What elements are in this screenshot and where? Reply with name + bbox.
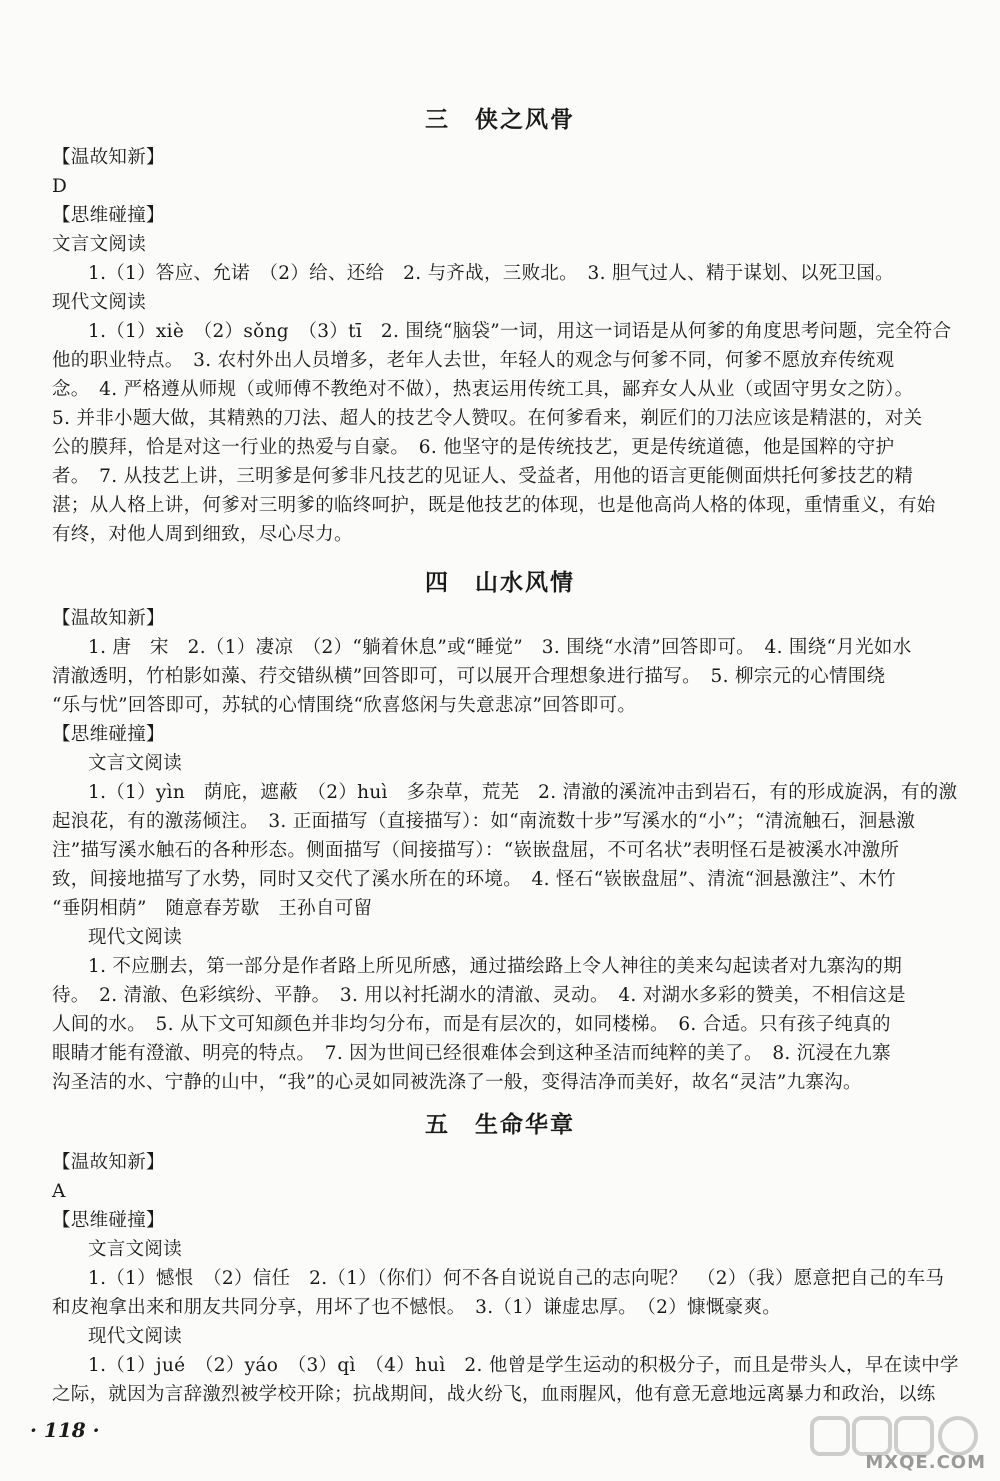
answer-line: 1.（1）憾恨 （2）信任 2.（1）（你们）何不各自说说自己的志向呢？ （2）（我）愿意把自己的车马 [88,1268,945,1289]
answer-line: A [52,1181,66,1202]
subheading: 文言文阅读 [88,753,183,774]
subheading: 现代文阅读 [88,927,183,948]
section-title: 五 生命华章 [425,1112,575,1138]
page-number: · 118 · [30,1418,100,1442]
answer-line: 念。 4. 严格遵从师规（或师傅不教绝对不做），热衷运用传统工具，鄙弃女人从业（或固守男女之防）。 [52,379,914,400]
answer-line: 和皮袍拿出来和朋友共同分享，用坏了也不憾恨。 3.（1）谦虚忠厚。 （2）慷慨豪爽。 [52,1297,782,1318]
answer-line: D [52,176,68,197]
heading-label: 【思维碰撞】 [52,724,165,745]
answer-line: 1.（1）xiè （2）sǒng （3）tī 2. 围绕“脑袋”一词，用这一词语是从何爹的角度思考问题，完全符合 [88,321,952,342]
answer-line: 5. 并非小题大做，其精熟的刀法、超人的技艺令人赞叹。在何爹看来，剃匠们的刀法应该是精湛的，对关 [52,408,923,429]
answer-line: 公的膜拜，恰是对这一行业的热爱与自豪。 6. 他坚守的是传统技艺，更是传统道德，他是国粹的守护 [52,437,895,458]
answer-line: 1.（1）yìn 荫庇，遮蔽 （2）huì 多杂草，荒芜 2. 清澈的溪流冲击到岩石，有的形成旋涡，有的激 [88,782,958,803]
answer-line: 人间的水。 5. 从下文可知颜色并非均匀分布，而是有层次的，如同楼梯。 6. 合适。只有孩子纯真的 [52,1014,891,1035]
answer-line: 之际，就因为言辞激烈被学校开除；抗战期间，战火纷飞，血雨腥风，他有意无意地远离暴力和政治，以练 [52,1384,936,1405]
section-title: 三 侠之风骨 [425,107,575,133]
answer-line: 有终，对他人周到细致，尽心尽力。 [52,524,353,545]
answer-line: 注”描写溪水触石的各种形态。侧面描写（间接描写）：“嵚嵌盘屈，不可名状”表明怪石是被溪水冲激所 [52,840,900,861]
answer-line: 待。 2. 清澈、色彩缤纷、平静。 3. 用以衬托湖水的清澈、灵动。 4. 对湖水多彩的赞美，不相信这是 [52,985,906,1006]
subheading: 文言文阅读 [88,1239,183,1260]
answer-line: 沟圣洁的水、宁静的山中，“我”的心灵如同被洗涤了一般，变得洁净而美好，故名“灵洁”九寨沟。 [52,1072,862,1093]
heading-label: 【思维碰撞】 [52,205,165,226]
answer-line: 清澈透明，竹柏影如藻、荇交错纵横”回答即可，可以展开合理想象进行描写。 5. 柳宗元的心情围绕 [52,666,886,687]
subheading: 文言文阅读 [52,234,147,255]
answer-line: 者。 7. 从技艺上讲，三明爹是何爹非凡技艺的见证人、受益者，用他的语言更能侧面烘托何爹技艺的精 [52,466,914,487]
heading-label: 【思维碰撞】 [52,1210,165,1231]
answer-line: 致，间接地描写了水势，同时又交代了溪水所在的环境。 4. 怪石“嵚嵌盘屈”、清流“洄悬激注”、木竹 [52,869,896,890]
heading-label: 【温故知新】 [52,147,165,168]
subheading: 现代文阅读 [88,1326,183,1347]
answer-line: 他的职业特点。 3. 农村外出人员增多，老年人去世，年轻人的观念与何爹不同，何爹不愿放弃传统观 [52,350,895,371]
heading-label: 【温故知新】 [52,1152,165,1173]
answer-line: 1.（1）jué （2）yáo （3）qì （4）huì 2. 他曾是学生运动的积极分子，而且是带头人，早在读中学 [88,1355,959,1376]
answer-line: 眼睛才能有澄澈、明亮的特点。 7. 因为世间已经很难体会到这种圣洁而纯粹的美了。 8. 沉浸在九寨 [52,1043,891,1064]
watermark-text: MXQE.COM [865,1452,986,1473]
section-title: 四 山水风情 [425,570,575,596]
answer-line: 起浪花，有的激荡倾注。 3. 正面描写（直接描写）：如“南流数十步”写溪水的“小”；“清流触石，洄悬激 [52,811,916,832]
answer-line: 1. 不应删去，第一部分是作者路上所见所感，通过描绘路上令人神往的美来勾起读者对九寨沟的期 [88,956,903,977]
answer-line: “垂阴相荫” 随意春芳歇 王孙自可留 [52,898,373,919]
heading-label: 【温故知新】 [52,608,165,629]
subheading: 现代文阅读 [52,292,147,313]
answer-line: 1. 唐 宋 2.（1）凄凉 （2）“躺着休息”或“睡觉” 3. 围绕“水清”回答即可。 4. 围绕“月光如水 [88,637,912,658]
answer-line: “乐与忧”回答即可，苏轼的心情围绕“欣喜悠闲与失意悲凉”回答即可。 [52,695,637,716]
answer-line: 1.（1）答应、允诺 （2）给、还给 2. 与齐战，三败北。 3. 胆气过人、精于谋划、以死卫国。 [88,263,894,284]
answer-line: 湛；从人格上讲，何爹对三明爹的临终呵护，既是他技艺的体现，也是他高尚人格的体现，重情重义，有始 [52,495,936,516]
